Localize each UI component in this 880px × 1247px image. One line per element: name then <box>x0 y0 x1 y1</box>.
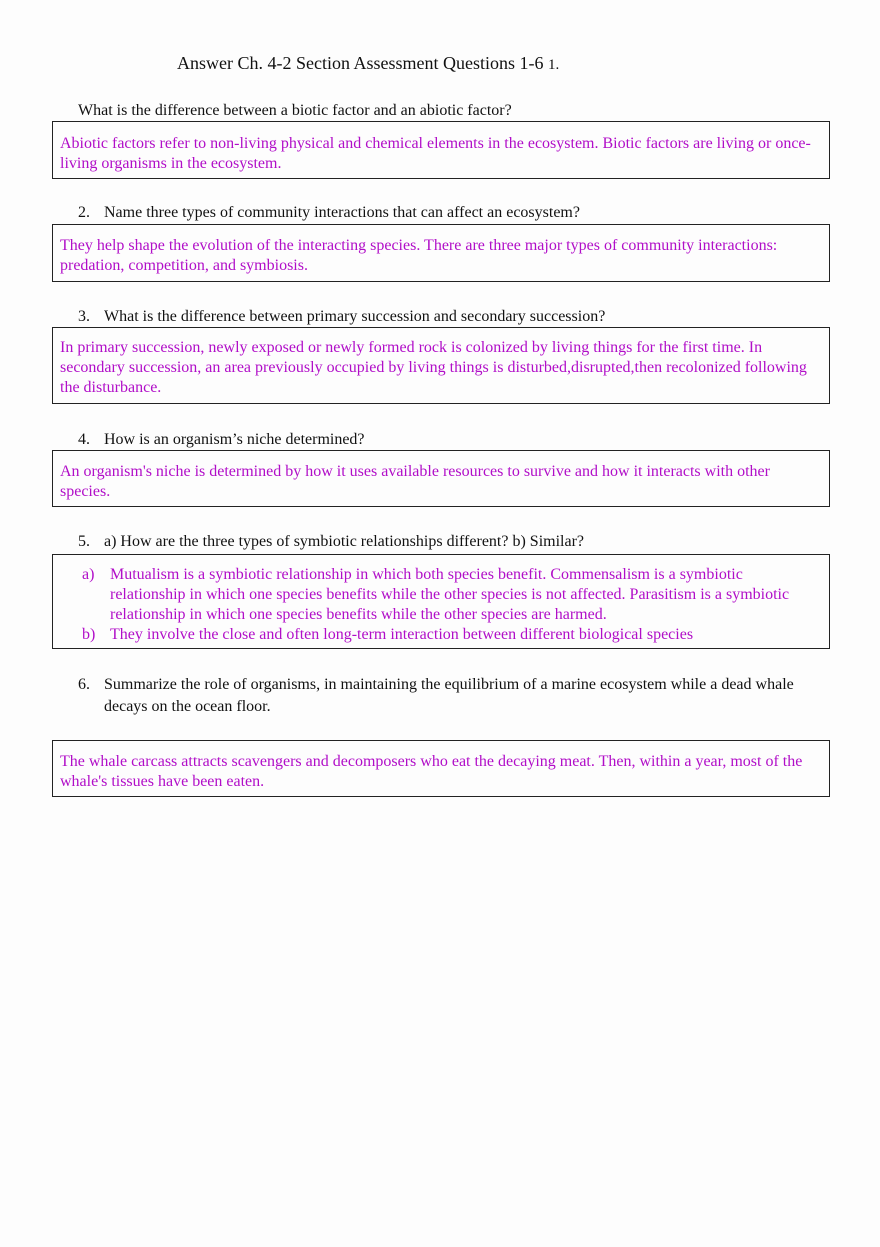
answer-box-2 <box>52 224 830 282</box>
list-item <box>60 565 821 625</box>
question-number: 2. <box>78 204 90 221</box>
list-item-text: They involve the close and often long-term interaction between different biological species <box>110 626 694 643</box>
answer-box-4 <box>52 450 830 507</box>
answer-box-3 <box>52 327 830 404</box>
question-text: How is an organism’s niche determined? <box>104 431 365 448</box>
question-text: a) How are the three types of symbiotic relationships different? b) Similar? <box>104 533 584 550</box>
answer-list <box>60 565 821 645</box>
answer-box-5 <box>52 554 830 649</box>
question-text: Summarize the role of organisms, in maintaining the equilibrium of a marine ecosystem while a dead whale decays on the ocean floor. <box>104 676 794 715</box>
list-item <box>60 625 821 645</box>
question-1 <box>78 102 512 120</box>
page-title <box>177 53 559 74</box>
answer-box-6 <box>52 740 830 797</box>
answer-text: An organism's niche is determined by how it uses available resources to survive and how it interacts with other species. <box>60 463 770 500</box>
answer-text: Abiotic factors refer to non-living physical and chemical elements in the ecosystem. Biotic factors are living or once-living organisms in the ecosystem. <box>60 135 811 172</box>
question-6 <box>78 674 818 718</box>
answer-box-1 <box>52 121 830 179</box>
question-2 <box>78 204 580 222</box>
list-marker: b) <box>82 626 96 643</box>
question-text: Name three types of community interactions that can affect an ecosystem? <box>104 204 580 221</box>
answer-text: In primary succession, newly exposed or newly formed rock is colonized by living things for the first time. In secondary succession, an area previously occupied by living things is disturbed,disrupted,then recolonized following the disturbance. <box>60 339 807 396</box>
title-suffix: 1. <box>547 57 560 73</box>
list-marker: a) <box>82 566 95 583</box>
answer-text: They help shape the evolution of the interacting species. There are three major types of community interactions: predation, competition, and symbiosis. <box>60 237 778 274</box>
question-3 <box>78 308 605 326</box>
question-number: 4. <box>78 431 90 448</box>
question-number: 3. <box>78 308 90 325</box>
question-text: What is the difference between a biotic factor and an abiotic factor? <box>78 102 512 119</box>
question-number: 6. <box>78 676 90 693</box>
list-item-text: Mutualism is a symbiotic relationship in which both species benefit. Commensalism is a symbiotic relationship in which one species benefits while the other species is not affected. Parasitism is a symbiotic relationship in which one species benefits while the other species are harmed. <box>110 566 790 623</box>
question-4 <box>78 431 365 449</box>
title-text: Answer Ch. 4-2 Section Assessment Questions 1-6 <box>177 53 544 73</box>
question-number: 5. <box>78 533 90 550</box>
question-text: What is the difference between primary succession and secondary succession? <box>104 308 606 325</box>
question-5 <box>78 533 584 551</box>
answer-text: The whale carcass attracts scavengers and decomposers who eat the decaying meat. Then, within a year, most of the whale's tissues have been eaten. <box>60 753 803 790</box>
